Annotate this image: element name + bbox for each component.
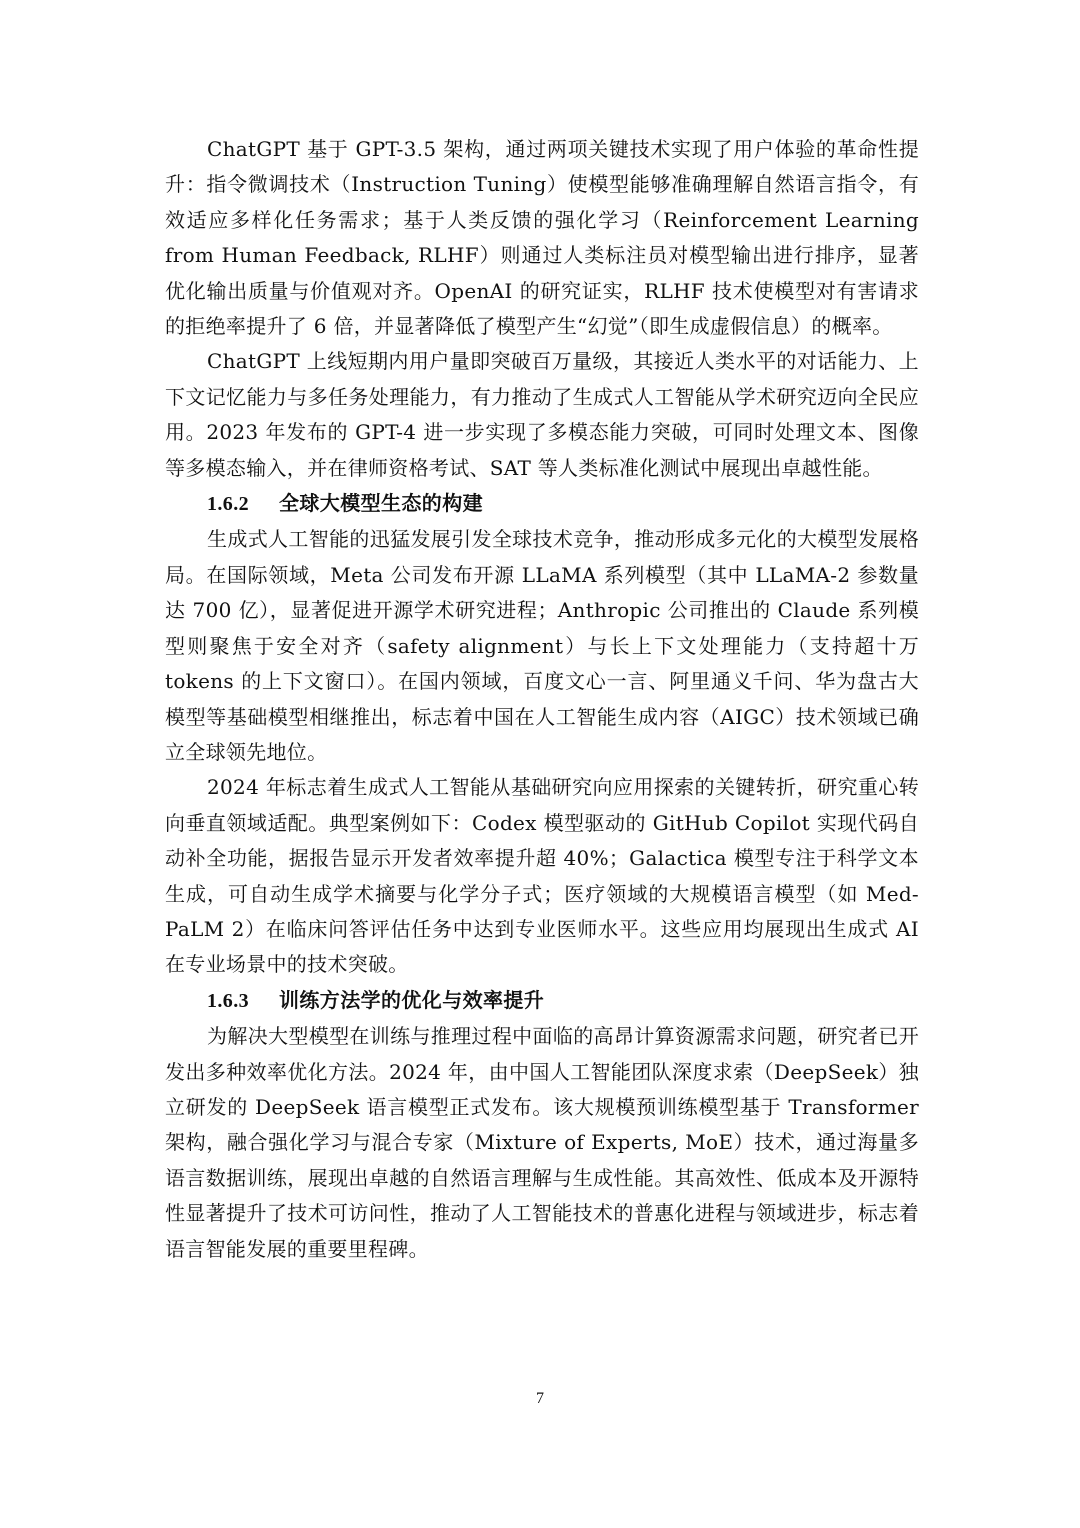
paragraph-chatgpt-techniques: ChatGPT 基于 GPT-3.5 架构，通过两项关键技术实现了用户体验的革命性提升：指令微调技术（Instruction Tuning）使模型能够准确理解自然语言指令，有效适应多样化任务需求；基于人类反馈的强化学习（Reinforcement Learning from Human Feedback, RLHF）则通过人类标注员对模型输出进行排序，显著优化输出质量与价值观对齐。OpenAI 的研究证实，RLHF 技术使模型对有害请求的拒绝率提升了 6 倍，并显著降低了模型产生“幻觉”（即生成虚假信息）的概率。 [165,137,919,339]
paragraph-global-ecosystem: 生成式人工智能的迅猛发展引发全球技术竞争，推动形成多元化的大模型发展格局。在国际领域，Meta 公司发布开源 LLaMA 系列模型（其中 LLaMA-2 参数量达 700 亿），显著促进开源学术研究进程；Anthropic 公司推出的 Claude 系列模型则聚焦于安全对齐（safety alignment）与长上下文处理能力（支持超十万 tokens 的上下文窗口）。在国内领域，百度文心一言、阿里通义千问、华为盘古大模型等基础模型相继推出，标志着中国在人工智能生成内容（AIGC）技术领域已确立全球领先地位。 [165,527,919,764]
paragraph-chatgpt-adoption: ChatGPT 上线短期内用户量即突破百万量级，其接近人类水平的对话能力、上下文记忆能力与多任务处理能力，有力推动了生成式人工智能从学术研究迈向全民应用。2023 年发布的 GPT-4 进一步实现了多模态能力突破，可同时处理文本、图像等多模态输入，并在律师资格考试、SAT 等人类标准化测试中展现出卓越性能。 [165,349,919,480]
section-title: 训练方法学的优化与效率提升 [279,987,545,1012]
section-heading-1-6-2 [165,486,919,522]
section-number: 1.6.2 [207,493,249,516]
paragraph-training-efficiency: 为解决大型模型在训练与推理过程中面临的高昂计算资源需求问题，研究者已开发出多种效率优化方法。2024 年，由中国人工智能团队深度求索（DeepSeek）独立研发的 DeepSeek 语言模型正式发布。该大规模预训练模型基于 Transformer 架构，融合强化学习与混合专家（Mixture of Experts, MoE）技术，通过海量多语言数据训练，展现出卓越的自然语言理解与生成性能。其高效性、低成本及开源特性显著提升了技术可访问性，推动了人工智能技术的普惠化进程与领域进步，标志着语言智能发展的重要里程碑。 [165,1024,919,1261]
section-heading-1-6-3 [165,983,919,1019]
section-title: 全球大模型生态的构建 [279,491,483,516]
page-body [165,132,919,1267]
paragraph-vertical-applications: 2024 年标志着生成式人工智能从基础研究向应用探索的关键转折，研究重心转向垂直领域适配。典型案例如下：Codex 模型驱动的 GitHub Copilot 实现代码自动补全功能，据报告显示开发者效率提升超 40%；Galactica 模型专注于科学文本生成，可自动生成学术摘要与化学分子式；医疗领域的大规模语言模型（如 Med-PaLM 2）在临床问答评估任务中达到专业医师水平。这些应用均展现出生成式 AI 在专业场景中的技术突破。 [165,775,919,977]
section-number: 1.6.3 [207,989,249,1012]
page-number: 7 [536,1390,544,1407]
